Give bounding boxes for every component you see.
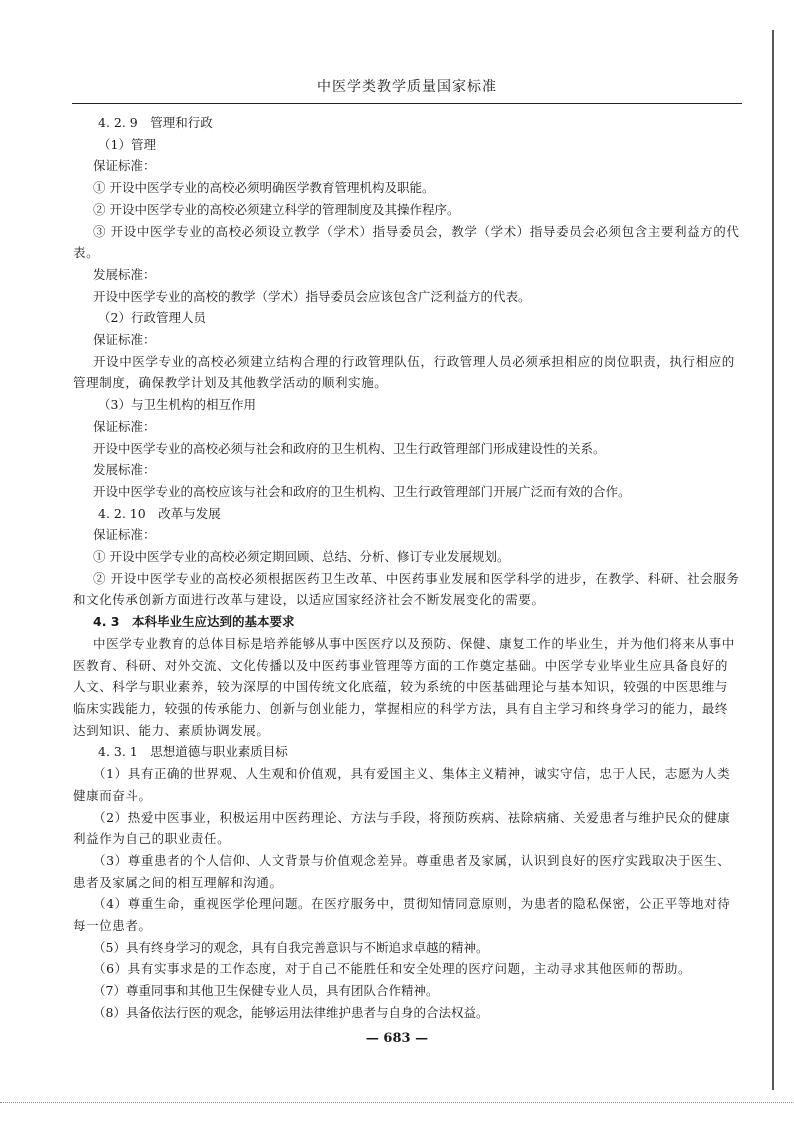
list-item: （2）热爱中医事业，积极运用中医药理论、方法与手段，将预防疾病、祛除病痛、关爱患者与维护民众的健康利益作为自己的职业责任。 xyxy=(73,809,731,847)
subsection-heading: （3）与卫生机构的相互作用 xyxy=(98,397,256,413)
section-heading-bold: 4. 3 本科毕业生应达到的基本要求 xyxy=(93,614,295,630)
list-item: ① 开设中医学专业的高校必须明确医学教育管理机构及职能。 xyxy=(93,180,435,196)
list-item: （8）具备依法行医的观念，能够运用法律维护患者与自身的合法权益。 xyxy=(93,1004,489,1020)
paragraph: 开设中医学专业的高校的教学（学术）指导委员会应该包含广泛利益方的代表。 xyxy=(93,288,531,304)
label-guarantee: 保证标准： xyxy=(93,418,156,434)
header-rule xyxy=(72,103,742,104)
paragraph: 中医学专业教育的总体目标是培养能够从事中医医疗以及预防、保健、康复工作的毕业生，并为他们将来从事中医教育、科研、对外交流、文化传播以及中医药事业管理等方面的工作奠定基础。中医学专业毕业生应具备良好的人文、科学与职业素养，较为深厚的中国传统文化底蕴，较为系统的中医基础理论与基本知识，较强的中医思维与临床实践能力，较强的传承能力、创新与创业能力，掌握相应的科学方法，具有自主学习和终身学习的能力，最终达到知识、能力、素质协调发展。 xyxy=(73,635,735,738)
label-development: 发展标准： xyxy=(93,462,156,478)
paragraph: 开设中医学专业的高校应该与社会和政府的卫生机构、卫生行政管理部门开展广泛而有效的合作。 xyxy=(93,483,631,499)
list-item: ① 开设中医学专业的高校必须定期回顾、总结、分析、修订专业发展规划。 xyxy=(93,549,510,565)
list-item: （3）尊重患者的个人信仰、人文背景与价值观念差异。尊重患者及家属，认识到良好的医疗实践取决于医生、患者及家属之间的相互理解和沟通。 xyxy=(73,852,731,890)
paragraph: 开设中医学专业的高校必须建立结构合理的行政管理队伍，行政管理人员必须承担相应的岗位职责，执行相应的管理制度，确保教学计划及其他教学活动的顺利实施。 xyxy=(73,353,735,391)
list-item: （4）尊重生命，重视医学伦理问题。在医疗服务中，贯彻知情同意原则，为患者的隐私保密，公正平等地对待每一位患者。 xyxy=(73,896,731,934)
list-item: （7）尊重同事和其他卫生保健专业人员，具有团队合作精神。 xyxy=(93,983,439,999)
list-item: ③ 开设中医学专业的高校必须设立教学（学术）指导委员会，教学（学术）指导委员会必须包含主要利益方的代表。 xyxy=(73,223,740,261)
page-body xyxy=(73,112,740,1024)
paragraph: 开设中医学专业的高校必须与社会和政府的卫生机构、卫生行政管理部门形成建设性的关系。 xyxy=(93,440,606,456)
label-guarantee: 保证标准： xyxy=(93,332,156,348)
label-guarantee: 保证标准： xyxy=(93,158,156,174)
list-item: （1）具有正确的世界观、人生观和价值观，具有爱国主义、集体主义精神，诚实守信，忠于人民，志愿为人类健康而奋斗。 xyxy=(73,766,731,803)
subsection-heading: （1）管理 xyxy=(98,136,156,152)
list-item: ② 开设中医学专业的高校必须建立科学的管理制度及其操作程序。 xyxy=(93,201,460,217)
section-heading: 4. 3. 1 思想道德与职业素质目标 xyxy=(98,744,288,760)
scan-noise-line xyxy=(0,1102,794,1105)
label-development: 发展标准： xyxy=(93,266,156,282)
label-guarantee: 保证标准： xyxy=(93,527,156,543)
page-number: — 683 — xyxy=(365,1031,429,1046)
running-header: 中医学类教学质量国家标准 xyxy=(317,79,497,95)
section-heading: 4. 2. 9 管理和行政 xyxy=(98,115,213,130)
list-item: ② 开设中医学专业的高校必须根据医药卫生改革、中医药事业发展和医学科学的进步，在教学、科研、社会服务和文化传承创新方面进行改革与建设，以适应国家经济社会不断发展变化的需要。 xyxy=(73,570,740,608)
list-item: （6）具有实事求是的工作态度，对于自己不能胜任和安全处理的医疗问题，主动寻求其他医师的帮助。 xyxy=(93,961,692,977)
subsection-heading: （2）行政管理人员 xyxy=(98,310,206,326)
scan-edge-line xyxy=(772,30,774,1090)
section-heading: 4. 2. 10 改革与发展 xyxy=(98,505,221,521)
list-item: （5）具有终身学习的观念，具有自我完善意识与不断追求卓越的精神。 xyxy=(93,939,489,955)
